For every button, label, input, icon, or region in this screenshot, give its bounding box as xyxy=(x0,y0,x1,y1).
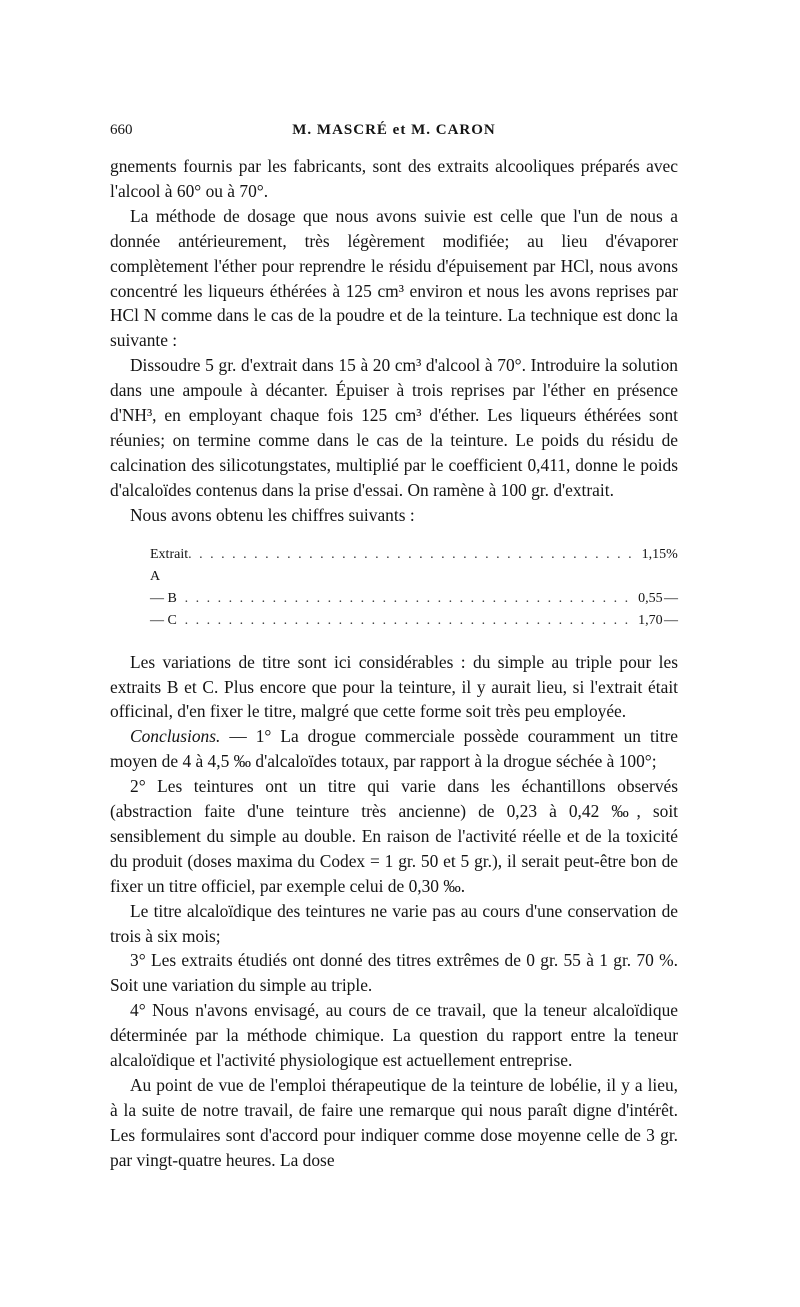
paragraph: 4° Nous n'avons envisagé, au cours de ce travail, que la teneur alcaloïdique déterminée par la méthode chimique. La question du rapport entre la teneur alcaloïdique et l'activité physiologique est actuellement entreprise. xyxy=(110,1000,678,1071)
paragraph: Dissoudre 5 gr. d'extrait dans 15 à 20 cm³ d'alcool à 70°. Introduire la solution dans une ampoule à décanter. Épuiser à trois reprises par l'éther en présence d'NH³, en employant chaque fois 125 cm³ d'éther. Les liqueurs éthérées sont réunies; on termine comme dans le cas de la teinture. Le poids du résidu de calcination des silicotungstates, multiplié par le coefficient 0,411, donne le poids d'alcaloïdes contenus dans la prise d'essai. On ramène à 100 gr. d'extrait. xyxy=(110,355,678,500)
leader-dots: . . . . . . . . . . . . . . . . . . . . . . . . . . . . . . . . . . . . . . . . . xyxy=(184,612,631,628)
row-unit: % xyxy=(666,546,678,562)
paragraph: La méthode de dosage que nous avons suivie est celle que l'un de nous a donnée antérieurement, très légèrement modifiée; au lieu d'évaporer complètement l'éther pour reprendre le résidu d'épuisement par HCl, nous avons concentré les liqueurs éthérées à 125 cm³ environ et nous les avons reprises par HCl N comme dans le cas de la poudre et de la teinture. La technique est donc la suivante : xyxy=(110,205,678,351)
table-row xyxy=(110,588,678,610)
running-header xyxy=(110,122,678,144)
results-table xyxy=(110,544,678,632)
paragraph: Au point de vue de l'emploi thérapeutique de la teinture de lobélie, il y a lieu, à la suite de notre travail, de faire une remarque qui nous paraît digne d'intérêt. Les formulaires sont d'accord pour indiquer comme dose moyenne celle de 3 gr. par vingt-quatre heures. La dose xyxy=(110,1075,678,1170)
running-title: M. MASCRÉ et M. CARON xyxy=(292,122,496,138)
paragraph: Le titre alcaloïdique des teintures ne varie pas au cours d'une conservation de trois à six mois; xyxy=(110,900,678,946)
table-row xyxy=(110,544,678,588)
paragraph: gnements fournis par les fabricants, sont des extraits alcooliques préparés avec l'alcool à 60° ou à 70°. xyxy=(110,156,678,201)
row-label: Extrait A xyxy=(150,546,189,584)
paragraph: Les variations de titre sont ici considérables : du simple au triple pour les extraits B et C. Plus encore que pour la teinture, il y aurait lieu, si l'extrait était officinal, d'en fixer le titre, malgré que cette forme soit très peu employée. xyxy=(110,651,678,722)
paragraph: 3° Les extraits étudiés ont donné des titres extrêmes de 0 gr. 55 à 1 gr. 70 %. Soit une variation du simple au triple. xyxy=(110,950,678,996)
table-row xyxy=(110,610,678,632)
paragraph: Nous avons obtenu les chiffres suivants : xyxy=(130,504,415,525)
row-label: — B xyxy=(150,590,177,606)
paragraph-conclusions xyxy=(110,724,678,774)
body-text xyxy=(110,154,678,1173)
leader-dots: . . . . . . . . . . . . . . . . . . . . . . . . . . . . . . . . . . . . . . . . . xyxy=(188,546,634,562)
leader-dots: . . . . . . . . . . . . . . . . . . . . . . . . . . . . . . . . . . . . . . . . . xyxy=(184,590,631,606)
row-label: — C xyxy=(150,612,177,628)
row-unit: — xyxy=(664,590,678,606)
page xyxy=(110,122,678,1173)
row-value: 0,55 xyxy=(638,590,663,606)
row-unit: — xyxy=(664,612,678,628)
page-number: 660 xyxy=(110,122,133,138)
row-value: 1,15 xyxy=(641,546,667,562)
conclusion-text: — 1° La drogue commerciale possède couramment un titre moyen de 4 à 4,5 ‰ d'alcaloïdes totaux, par rapport à la drogue séchée à 100°; xyxy=(110,726,678,772)
paragraph: 2° Les teintures ont un titre qui varie dans les échantillons observés (abstraction faite d'une teinture très ancienne) de 0,23 à 0,42 ‰, soit sensiblement du simple au double. En raison de l'activité réelle et de la toxicité du produit (doses maxima du Codex = 1 gr. 50 et 5 gr.), il serait peut-être bon de fixer un titre officiel, par exemple celui de 0,30 ‰. xyxy=(110,776,678,896)
row-value: 1,70 xyxy=(638,612,663,628)
conclusions-label: Conclusions. xyxy=(130,726,221,747)
